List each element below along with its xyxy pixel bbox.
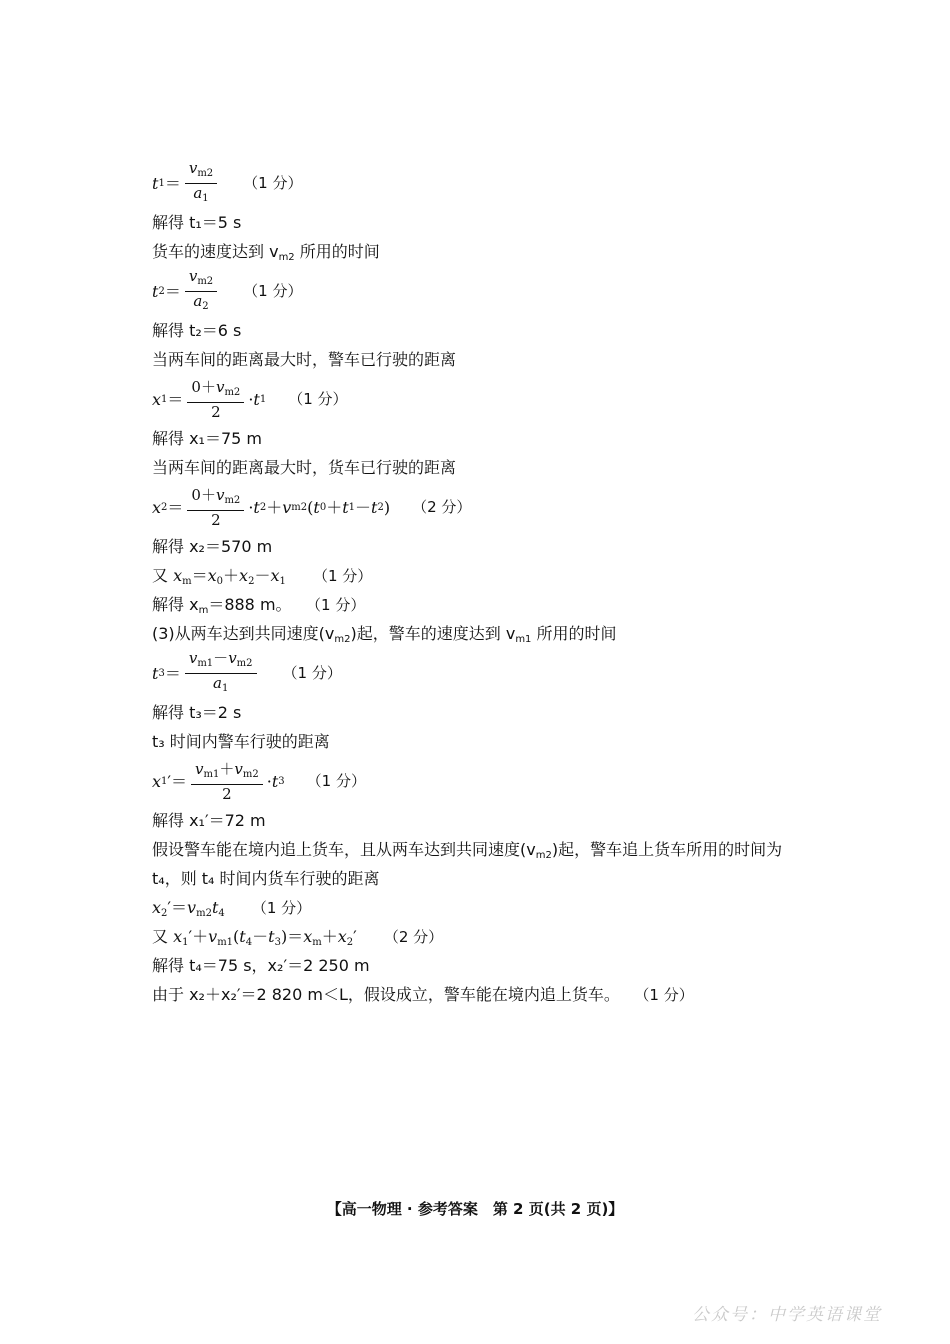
points: （1 分）	[243, 173, 303, 192]
text-line: 解得 x₁′＝72 m	[152, 811, 266, 830]
formula-x1-prime: x 1 ′＝ $\frac{v_{m1}+v_{m2}}{2}$ · t 3 （1 分）	[152, 759, 366, 803]
watermark: 公众号：中学英语课堂	[692, 1305, 882, 1325]
points: （1 分）	[313, 596, 366, 614]
text-line: 解得 t₃＝2 s	[152, 703, 242, 722]
text-line: (3)从两车达到共同速度$(v_{m2})$起，警车的速度达到 $v_{m1}$ 所用的时间	[152, 624, 617, 645]
formula-x2: x 2 ＝ $\frac{0+v_{m2}}{2}$ · t 2 ＋ v m2 ( t 0 ＋ t 1 － t 2 ) （2 分）	[152, 485, 472, 529]
points: （1 分）	[641, 986, 694, 1004]
text-line: 解得 $x_m=888$ m。 （1 分）	[152, 595, 366, 616]
points: （1 分）	[288, 389, 348, 408]
page-footer: 【高一物理 · 参考答案 第 2 页(共 2 页)】	[326, 1200, 624, 1218]
formula-xm: 又 $x_m=x_0+x_2-x_1$ （1 分）	[152, 566, 373, 587]
formula-x1: x 1 ＝ $\frac{0+v_{m2}}{2}$ · t 1 （1 分）	[152, 377, 348, 421]
points: （2 分）	[412, 497, 472, 516]
text-line: 假设警车能在境内追上货车，且从两车达到共同速度$(v_{m2})$起，警车追上货车所用的时间为	[152, 840, 783, 861]
points: （2 分）	[383, 928, 444, 946]
points: （1 分）	[306, 771, 366, 790]
formula-t2: t 2 ＝ $\frac{v_{m2}}{a_2}$ （1 分）	[152, 266, 303, 312]
text-line: 解得 x₂＝570 m	[152, 537, 273, 556]
formula-t3: t 3 ＝ $\frac{v_{m1}-v_{m2}}{a_1}$ （1 分）	[152, 648, 342, 694]
text-line: 由于 x₂＋x₂′＝2 820 m＜L，假设成立，警车能在境内追上货车。 （1 分）	[152, 985, 694, 1004]
formula-catch-up: 又 $x_1'+v_{m1}(t_4-t_3)=x_m+x_2'$ （2 分）	[152, 927, 444, 948]
text-line: 解得 t₄＝75 s，x₂′＝2 250 m	[152, 956, 370, 975]
text-line: 解得 x₁＝75 m	[152, 429, 263, 448]
points: （1 分）	[243, 281, 303, 300]
text-line: t₄，则 t₄ 时间内货车行驶的距离	[152, 869, 380, 888]
text-line: 当两车间的距离最大时，货车已行驶的距离	[152, 458, 457, 477]
points: （1 分）	[282, 663, 342, 682]
formula-x2-prime: $x_2'=v_{m2}t_4$ （1 分）	[152, 898, 312, 919]
points: （1 分）	[251, 899, 312, 917]
text-line: 货车的速度达到 $v_{m2}$ 所用的时间	[152, 242, 380, 263]
formula-t1: t 1 ＝ $\frac{v_{m2}}{a_1}$ （1 分）	[152, 158, 303, 204]
text-line: 解得 t₁＝5 s	[152, 213, 242, 232]
text-line: t₃ 时间内警车行驶的距离	[152, 732, 330, 751]
text-line: 当两车间的距离最大时，警车已行驶的距离	[152, 350, 457, 369]
text-line: 解得 t₂＝6 s	[152, 321, 242, 340]
answer-body	[152, 158, 852, 1009]
points: （1 分）	[312, 567, 373, 585]
